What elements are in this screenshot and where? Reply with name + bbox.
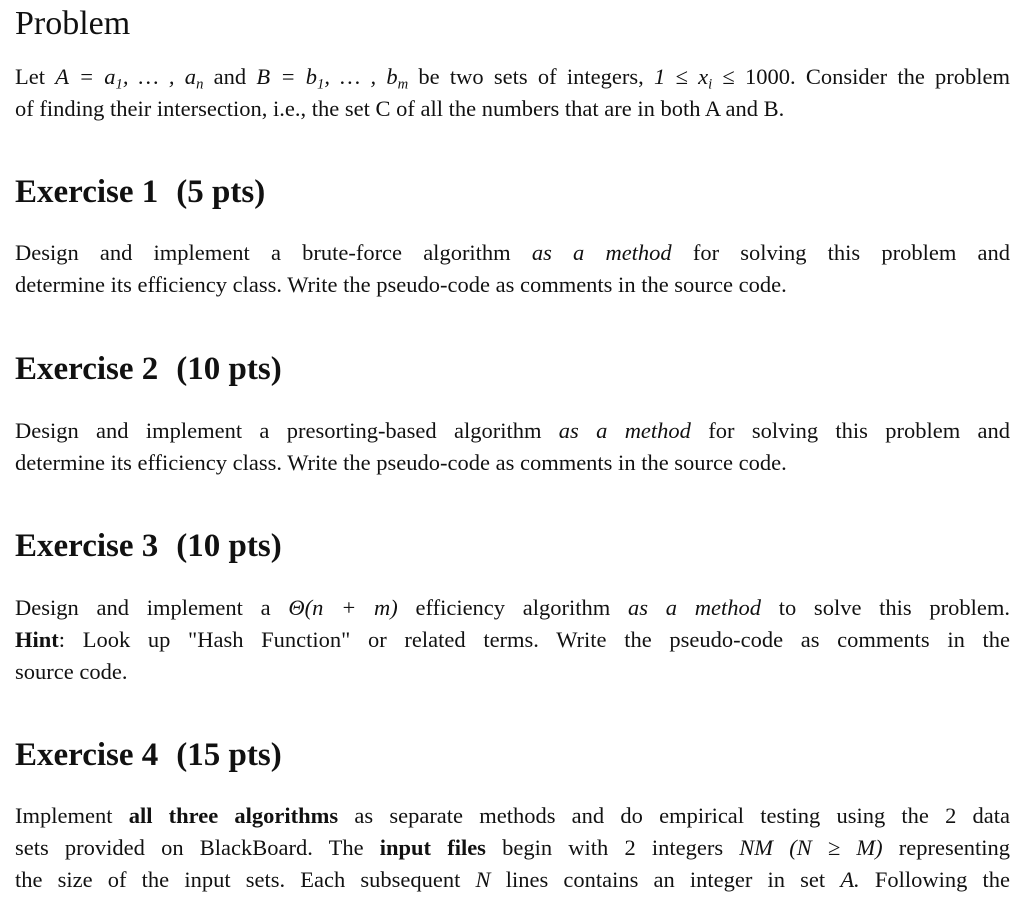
exercise-1-body: Design and implement a brute-force algorithm as a method for solving this problem and determine its efficiency class. Write the pseudo-code as comments in the source code.	[15, 240, 1010, 297]
problem-heading: Problem	[15, 5, 131, 42]
exercise-1-heading: Exercise 1 (5 pts)	[15, 174, 266, 210]
exercise-3-body: Design and implement a Θ(n + m) efficiency algorithm as a method to solve this problem. Hint: Look up "Hash Function" or related terms. Write the pseudo-code as comments in the source code.	[15, 595, 1010, 684]
problem-statement	[15, 61, 1010, 125]
exercise-2-body: Design and implement a presorting-based algorithm as a method for solving this problem and determine its efficiency class. Write the pseudo-code as comments in the source code.	[15, 418, 1010, 475]
exercise-4-heading: Exercise 4 (15 pts)	[15, 737, 282, 773]
exercise-3-heading: Exercise 3 (10 pts)	[15, 528, 282, 564]
exercise-2-heading: Exercise 2 (10 pts)	[15, 351, 282, 387]
problem-line-1: Let $A = a_1$, … , $a_n$ and $B = b_1$, … , $b_m$ be two sets of integers, $1 \le x_i \le 1000$. Consider the problem	[15, 64, 1010, 93]
exercise-4-body: Implement all three algorithms as separate methods and do empirical testing using the 2 data sets provided on BlackBoard. The input files begin with 2 integers NM (N ≥ M) representing the size of the input sets. Each subsequent N lines contains an integer in set A. Following the	[15, 803, 1010, 892]
problem-line-2: of finding their intersection, i.e., the set C of all the numbers that are in both A and B.	[15, 96, 785, 121]
